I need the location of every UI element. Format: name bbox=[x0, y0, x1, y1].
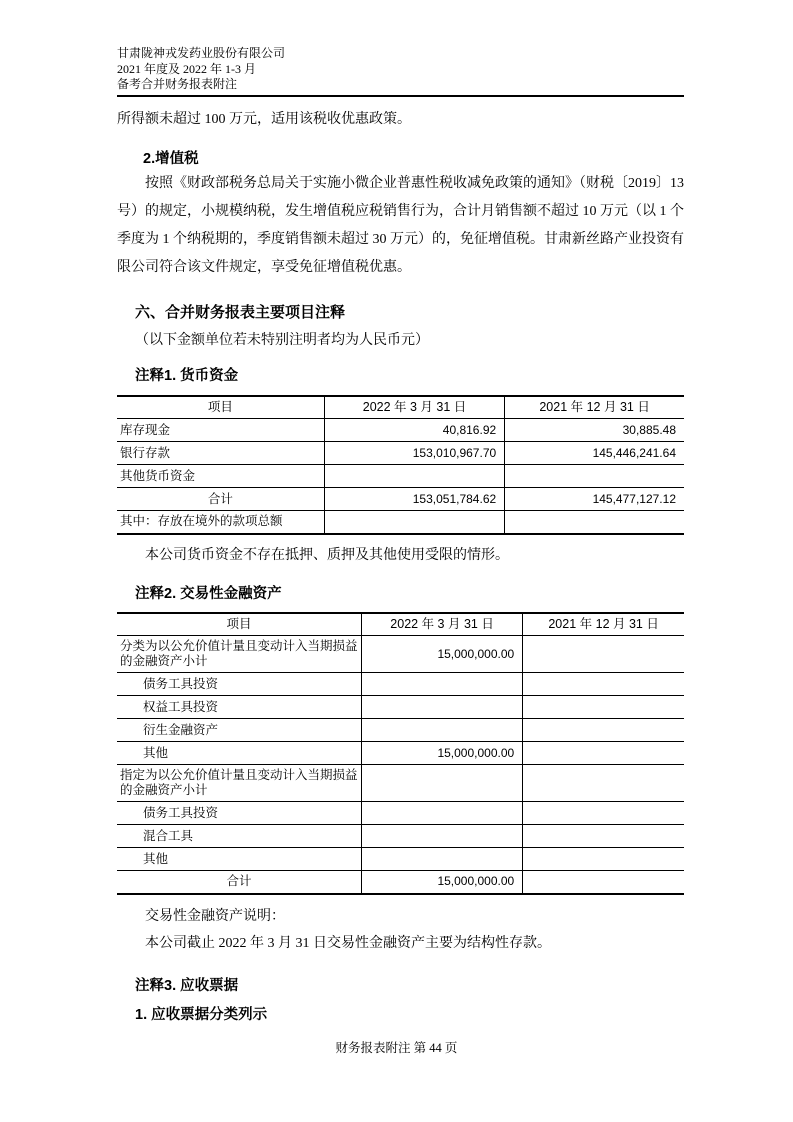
value-2022-cell: 15,000,000.00 bbox=[361, 871, 522, 894]
value-2022-cell bbox=[361, 673, 522, 696]
table-header-row bbox=[117, 613, 684, 636]
table-row bbox=[117, 419, 684, 442]
section6-heading: 六、合并财务报表主要项目注释 bbox=[135, 303, 346, 321]
value-2021-cell bbox=[523, 802, 684, 825]
value-2022-cell bbox=[361, 825, 522, 848]
value-2021-cell bbox=[523, 871, 684, 894]
report-title: 备考合并财务报表附注 bbox=[117, 77, 238, 91]
note2-table bbox=[117, 612, 684, 895]
value-2021-cell: 145,446,241.64 bbox=[505, 442, 684, 465]
value-2021-cell bbox=[505, 511, 684, 534]
note2-heading: 注释2. 交易性金融资产 bbox=[135, 585, 282, 602]
running-header bbox=[117, 46, 684, 97]
row-label-cell: 权益工具投资 bbox=[117, 696, 361, 719]
value-2022-cell: 15,000,000.00 bbox=[361, 742, 522, 765]
vat-heading: 2.增值税 bbox=[143, 150, 199, 167]
row-label-cell: 银行存款 bbox=[117, 442, 324, 465]
table-row bbox=[117, 742, 684, 765]
value-2022-cell bbox=[324, 511, 504, 534]
row-label-cell: 其他 bbox=[117, 848, 361, 871]
page-footer: 财务报表附注 第 44 页 bbox=[335, 1041, 458, 1055]
report-period: 2021 年度及 2022 年 1-3 月 bbox=[117, 61, 256, 76]
table-row bbox=[117, 696, 684, 719]
value-2022-cell bbox=[361, 719, 522, 742]
value-2021-cell bbox=[523, 636, 684, 673]
carryover-paragraph: 所得额未超过 100 万元，适用该税收优惠政策。 bbox=[117, 111, 411, 127]
note1-table bbox=[117, 395, 684, 535]
value-2022-cell: 153,051,784.62 bbox=[324, 488, 504, 511]
value-2021-cell bbox=[523, 765, 684, 802]
table-row bbox=[117, 673, 684, 696]
row-label-cell: 债务工具投资 bbox=[117, 802, 361, 825]
note1-heading: 注释1. 货币资金 bbox=[135, 367, 239, 384]
table-subtotal-row bbox=[117, 636, 684, 673]
row-label-cell: 其他 bbox=[117, 742, 361, 765]
value-2021-cell bbox=[523, 673, 684, 696]
header-item-column: 项目 bbox=[117, 613, 361, 636]
table-header-row bbox=[117, 396, 684, 419]
table-subtotal-row bbox=[117, 765, 684, 802]
unit-note: （以下金额单位若未特别注明者均为人民币元） bbox=[135, 332, 429, 348]
value-2022-cell bbox=[361, 696, 522, 719]
value-2021-cell: 30,885.48 bbox=[505, 419, 684, 442]
value-2022-cell: 40,816.92 bbox=[324, 419, 504, 442]
value-2022-cell bbox=[324, 465, 504, 488]
value-2021-cell bbox=[523, 742, 684, 765]
row-label-cell: 指定为以公允价值计量且变动计入当期损益的金融资产小计 bbox=[117, 765, 361, 802]
table-total-row bbox=[117, 488, 684, 511]
table-row bbox=[117, 465, 684, 488]
note3-heading: 注释3. 应收票据 bbox=[135, 977, 239, 994]
value-2021-cell: 145,477,127.12 bbox=[505, 488, 684, 511]
row-label-cell: 其他货币资金 bbox=[117, 465, 324, 488]
table-row bbox=[117, 442, 684, 465]
row-label-cell: 衍生金融资产 bbox=[117, 719, 361, 742]
note1-remark: 本公司货币资金不存在抵押、质押及其他使用受限的情形。 bbox=[145, 547, 509, 563]
note2-remark-label: 交易性金融资产说明： bbox=[145, 908, 285, 924]
header-2022-column: 2022 年 3 月 31 日 bbox=[361, 613, 522, 636]
note2-remark: 本公司截止 2022 年 3 月 31 日交易性金融资产主要为结构性存款。 bbox=[145, 935, 551, 951]
table-row bbox=[117, 511, 684, 534]
value-2021-cell bbox=[523, 825, 684, 848]
total-label-cell: 合计 bbox=[117, 871, 361, 894]
value-2022-cell bbox=[361, 765, 522, 802]
total-label-cell: 合计 bbox=[117, 488, 324, 511]
table-row bbox=[117, 825, 684, 848]
header-2021-column: 2021 年 12 月 31 日 bbox=[505, 396, 684, 419]
value-2021-cell bbox=[523, 696, 684, 719]
note3-sub-heading: 1. 应收票据分类列示 bbox=[135, 1006, 268, 1023]
table-row bbox=[117, 848, 684, 871]
value-2021-cell bbox=[523, 719, 684, 742]
value-2021-cell bbox=[523, 848, 684, 871]
row-label-cell: 库存现金 bbox=[117, 419, 324, 442]
table-row bbox=[117, 719, 684, 742]
header-item-column: 项目 bbox=[117, 396, 324, 419]
table-row bbox=[117, 802, 684, 825]
row-label-cell: 分类为以公允价值计量且变动计入当期损益的金融资产小计 bbox=[117, 636, 361, 673]
company-name: 甘肃陇神戎发药业股份有限公司 bbox=[117, 46, 286, 60]
header-2022-column: 2022 年 3 月 31 日 bbox=[324, 396, 504, 419]
value-2022-cell: 15,000,000.00 bbox=[361, 636, 522, 673]
table-total-row bbox=[117, 871, 684, 894]
header-2021-column: 2021 年 12 月 31 日 bbox=[523, 613, 684, 636]
value-2022-cell bbox=[361, 802, 522, 825]
row-label-cell: 其中：存放在境外的款项总额 bbox=[117, 511, 324, 534]
value-2022-cell bbox=[361, 848, 522, 871]
vat-paragraph: 按照《财政部税务总局关于实施小微企业普惠性税收减免政策的通知》（财税〔2019〕13 号）的规定，小规模纳税，发生增值税应税销售行为，合计月销售额不超过 10 万元（以 1 个季度为 1 个纳税期的，季度销售额未超过 30 万元）的，免征增值税。甘肃新丝路产业投资有限公司符合该文件规定，享受免征增值税优惠。 bbox=[117, 175, 684, 275]
value-2022-cell: 153,010,967.70 bbox=[324, 442, 504, 465]
value-2021-cell bbox=[505, 465, 684, 488]
row-label-cell: 债务工具投资 bbox=[117, 673, 361, 696]
row-label-cell: 混合工具 bbox=[117, 825, 361, 848]
